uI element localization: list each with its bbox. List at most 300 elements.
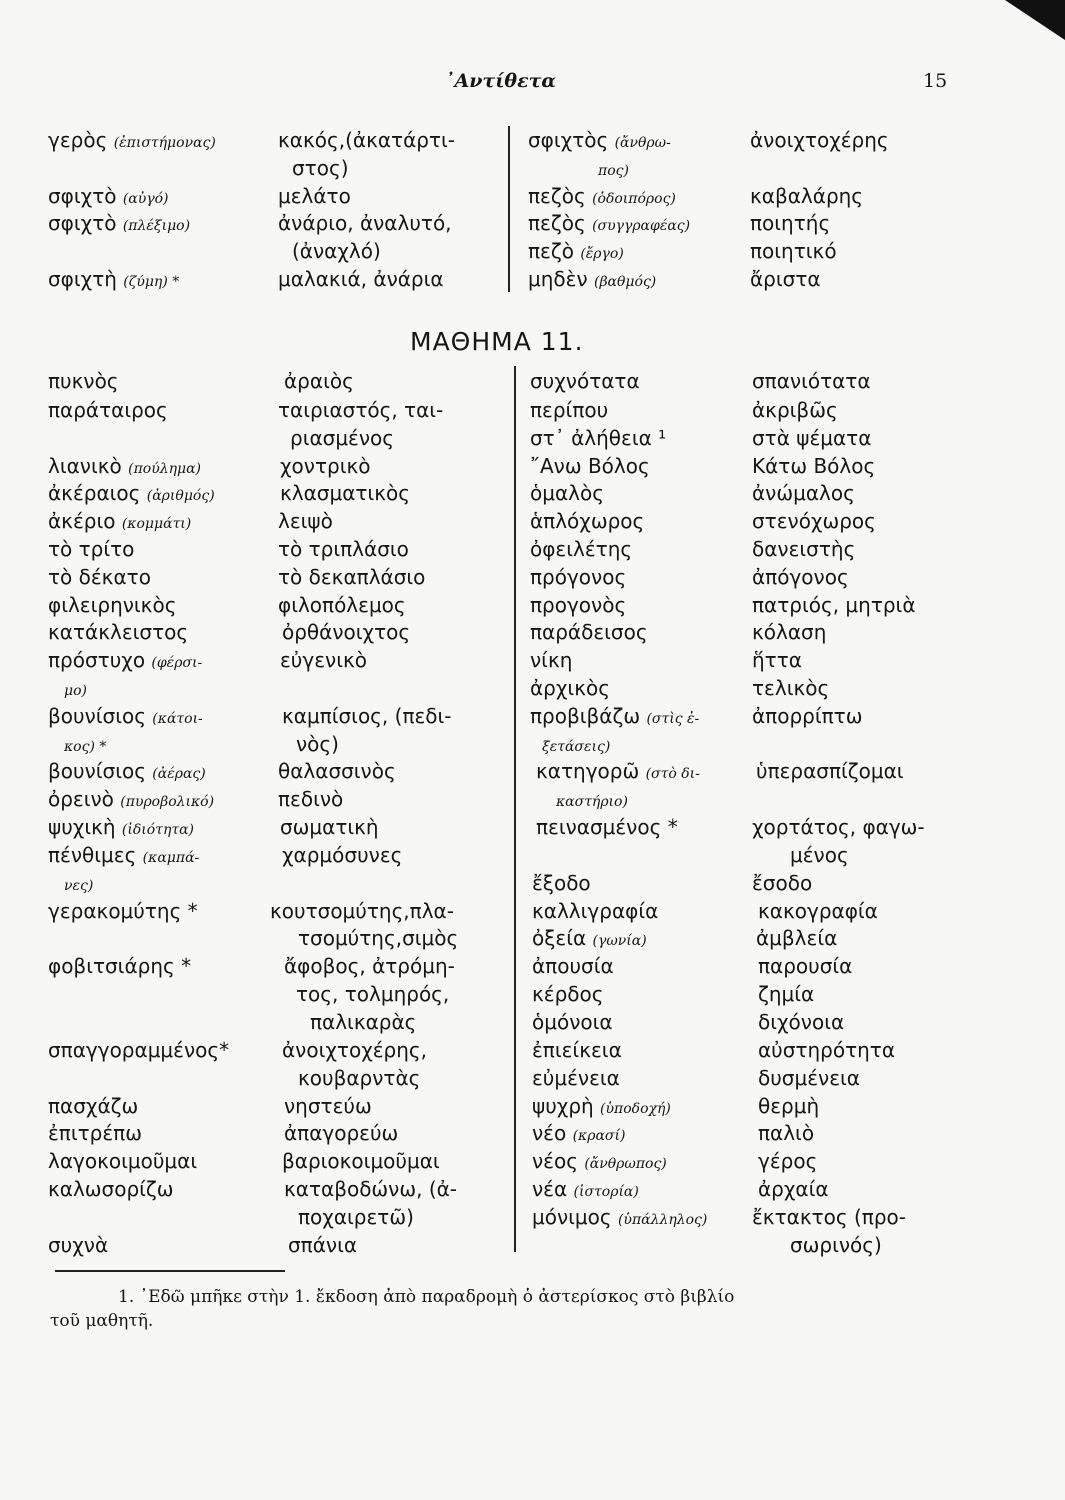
entry-word: ζημία [758,982,815,1006]
entry-gloss: (ἄνθρωπος) [584,1156,667,1172]
main-c1-entry [64,733,106,758]
column-divider-main [514,366,516,1252]
main-c4-entry [758,955,852,977]
entry-word: συχνότατα [530,369,640,393]
main-c4-entry [752,482,855,504]
main-c2-entry [282,1150,440,1172]
entry-word: ἄφοβος, ἀτρόμη- [284,954,455,978]
main-c3-entry [530,510,644,532]
entry-word: σωρινός) [790,1233,882,1257]
main-c3-entry [532,900,658,922]
footnote-line-2: τοῦ μαθητῆ. [50,1311,154,1331]
column-divider-top [508,126,510,292]
entry-gloss: (ὑπάλληλος) [617,1212,708,1228]
main-c3-entry [532,983,604,1005]
entry-word: ἀνώμαλος [752,481,855,505]
entry-gloss: (ὑποδοχή) [600,1101,671,1117]
main-c1-entry [48,788,214,813]
entry-gloss: (συγγραφέας) [592,218,691,234]
entry-word: δανειστὴς [752,537,856,561]
main-c2-entry [280,816,379,838]
main-c2-entry [284,1122,398,1144]
main-c2-entry [282,844,402,866]
top-c4-entry [750,129,889,151]
entry-word: ἀνάριο, ἀναλυτό, [278,211,452,235]
main-c3-entry [530,399,608,421]
entry-word: φοβιτσιάρης * [48,954,192,978]
main-c2-entry [280,649,367,671]
entry-word: ἀπορρίπτω [752,704,863,728]
main-c1-entry [48,816,194,841]
entry-word: μόνιμος [532,1205,618,1229]
main-c1-entry [48,510,191,535]
main-c3-entry [532,1067,620,1089]
main-c2-entry [284,370,354,392]
entry-word: πεζὸ [528,239,581,263]
entry-word: πατριός, μητριὰ [752,593,916,617]
entry-word: σπανιότατα [752,369,871,393]
main-c2-entry [284,955,455,977]
main-c2-entry [280,482,410,504]
entry-word: ἄριστα [750,267,821,291]
entry-word: ὁμαλὸς [530,481,604,505]
main-c2-entry [310,1011,416,1033]
entry-word: κουβαρντὰς [298,1066,421,1090]
main-c1-entry [64,677,87,702]
entry-word: ποχαιρετῶ) [298,1205,414,1229]
entry-gloss: (καμπά- [142,850,200,866]
entry-gloss: (κάτοι- [152,711,203,727]
entry-word: πυκνὸς [48,369,119,393]
entry-word: πεζὸς [528,211,593,235]
entry-gloss: (ἱστορία) [573,1184,639,1200]
entry-gloss: (γωνία) [592,933,647,949]
footnote-rule [55,1270,285,1272]
main-c2-entry [298,927,458,949]
entry-word: σπάνια [288,1233,358,1257]
entry-word: τὸ δεκαπλάσιο [278,565,426,589]
top-c4-entry [750,212,830,234]
entry-gloss: πος) [598,163,629,179]
main-c4-entry [752,872,812,894]
main-c1-entry [48,399,168,421]
entry-word: ἀπόγονος [752,565,849,589]
entry-word: στ᾽ ἀλήθεια ¹ [530,426,667,450]
main-c3-entry [530,370,640,392]
entry-word: κόλαση [752,620,827,644]
entry-word: διχόνοια [758,1010,845,1034]
entry-word: στὰ ψέματα [752,426,872,450]
entry-gloss: (ἀριθμός) [146,488,215,504]
entry-word: χαρμόσυνες [282,843,403,867]
main-c2-entry [298,1206,414,1228]
main-c1-entry [48,955,191,977]
entry-word: κακογραφία [758,899,878,923]
main-c4-entry [790,844,849,866]
entry-gloss: καστήριο) [556,794,628,810]
main-c3-entry [532,1206,707,1231]
main-c4-entry [752,510,876,532]
main-c4-entry [752,594,916,616]
top-c1-entry [48,268,179,293]
main-c1-entry [48,1095,138,1117]
main-c2-entry [278,594,406,616]
entry-word: καλλιγραφία [532,899,659,923]
top-c2-entry [278,185,351,207]
main-c2-entry [298,1067,420,1089]
main-c1-entry [48,1178,174,1200]
entry-word: καλωσορίζω [48,1177,174,1201]
main-c3-entry [530,538,632,560]
entry-word: ἀπαγορεύω [284,1121,399,1145]
entry-word: σωματικὴ [280,815,379,839]
entry-word: παρουσία [758,954,853,978]
main-c4-entry [758,1178,829,1200]
entry-word: ἀρχικὸς [530,676,610,700]
main-c2-entry [296,983,449,1005]
entry-word: ὀξεία [532,926,593,950]
main-c3-entry [530,566,626,588]
entry-word: ἔξοδο [532,871,591,895]
main-c4-entry [756,927,837,949]
entry-word: κατάκλειστος [48,620,189,644]
entry-word: ἀνοιχτοχέρης, [282,1038,428,1062]
entry-word: πεινασμένος * [536,815,678,839]
entry-gloss: (φέρσι- [151,655,203,671]
entry-word: ὑπερασπίζομαι [756,759,904,783]
main-c3-entry [532,1039,622,1061]
entry-word: πεζὸς [528,184,593,208]
entry-gloss: (πυροβολικό) [120,794,215,810]
main-c1-entry [48,1122,142,1144]
entry-word: βουνίσιος [48,704,153,728]
entry-word: ριασμένος [290,426,395,450]
main-c3-entry [532,1178,639,1203]
main-c1-entry [64,872,93,897]
entry-word: παλικαρὰς [310,1010,417,1034]
main-c1-entry [48,370,119,392]
entry-word: χοντρικὸ [280,454,371,478]
entry-gloss: (πούλημα) [128,461,201,477]
top-c3-entry [528,212,690,237]
entry-word: παράδεισος [530,620,648,644]
section-title: ΜΑΘΗΜΑ 11. [410,327,584,356]
entry-word: στος) [292,156,349,180]
entry-word: ταιριαστός, ται- [278,398,444,422]
entry-gloss: (ὁδοιπόρος) [592,191,676,207]
entry-word: σφιχτὴ [48,267,124,291]
main-c3-entry [532,1122,625,1147]
main-c4-entry [790,1234,882,1256]
main-c4-entry [758,1011,844,1033]
top-c2-entry [292,240,381,262]
entry-word: ἀραιὸς [284,369,354,393]
main-c3-entry [536,816,678,838]
main-c2-entry [278,510,333,532]
entry-word: πρόστυχο [48,648,152,672]
entry-word: μηδὲν [528,267,594,291]
main-c1-entry [48,621,188,643]
entry-gloss: (ζύμη) * [123,274,180,290]
main-c3-entry [530,482,604,504]
entry-word: θερμὴ [758,1094,820,1118]
entry-word: τὸ δέκατο [48,565,151,589]
top-c3-entry [528,129,671,154]
main-c3-entry [530,649,572,671]
entry-word: καμπίσιος, (πεδι- [282,704,452,728]
main-c4-entry [752,538,855,560]
entry-word: ἀμβλεία [756,926,838,950]
entry-word: μένος [790,843,849,867]
entry-word: ποιητής [750,211,831,235]
entry-word: τος, τολμηρός, [296,982,450,1006]
main-c1-entry [48,566,151,588]
top-c1-entry [48,212,190,237]
entry-gloss: (ἔργο) [580,246,624,262]
entry-gloss: (πλέξιμο) [122,218,191,234]
entry-word: γερὸς [48,128,114,152]
page-corner-shadow [1005,0,1065,40]
main-c2-entry [282,1039,427,1061]
entry-word: γέρος [758,1149,818,1173]
main-c2-entry [278,566,425,588]
entry-word: ἀπουσία [532,954,614,978]
entry-word: ἐπιτρέπω [48,1121,142,1145]
entry-word: (ἀναχλό) [292,239,381,263]
main-c4-entry [758,1095,819,1117]
top-c3-entry [528,185,676,210]
entry-gloss: μο) [64,683,87,699]
main-c1-entry [48,482,215,507]
entry-word: σφιχτὸς [528,128,615,152]
main-c1-entry [48,649,202,674]
main-c4-entry [758,1067,860,1089]
main-c4-entry [752,649,802,671]
entry-word: κλασματικὸς [280,481,410,505]
main-c1-entry [48,455,201,480]
entry-word: κακός,(ἀκατάρτι- [278,128,455,152]
entry-word: στενόχωρος [752,509,876,533]
entry-word: νέος [532,1149,585,1173]
main-c2-entry [284,1095,372,1117]
entry-word: πένθιμες [48,843,143,867]
main-c1-entry [48,844,199,869]
entry-word: παλιὸ [758,1121,815,1145]
main-c4-entry [752,677,829,699]
main-c2-entry [288,1234,357,1256]
entry-word: νὸς) [296,732,339,756]
entry-word: βουνίσιος [48,759,153,783]
page-number: 15 [923,70,948,92]
main-c3-entry [530,621,648,643]
entry-word: λαγοκοιμοῦμαι [48,1149,198,1173]
entry-word: νίκη [530,648,573,672]
entry-word: ὁμόνοια [532,1010,613,1034]
entry-word: ψυχρὴ [532,1094,601,1118]
main-c3-entry [542,733,610,758]
main-c2-entry [282,621,410,643]
entry-word: νηστεύω [284,1094,372,1118]
main-c4-entry [752,621,826,643]
entry-gloss: ξετάσεις) [542,739,611,755]
entry-gloss: (στὶς ἐ- [646,711,700,727]
main-c2-entry [280,455,371,477]
entry-word: παράταιρος [48,398,168,422]
entry-gloss: (κρασί) [572,1128,626,1144]
entry-word: εὐμένεια [532,1066,620,1090]
main-c2-entry [278,788,343,810]
top-c2-entry [292,157,349,179]
entry-word: πασχάζω [48,1094,139,1118]
entry-word: ἀκέριο [48,509,122,533]
main-c4-entry [752,566,849,588]
main-c2-entry [290,427,394,449]
entry-gloss: (ἄνθρω- [614,135,671,151]
top-c2-entry [278,212,452,234]
top-c3-entry [528,240,624,265]
entry-word: σφιχτὸ [48,184,123,208]
main-c1-entry [48,900,198,922]
top-c1-entry [48,185,169,210]
entry-word: ποιητικό [750,239,837,263]
entry-word: μαλακιά, ἀνάρια [278,267,444,291]
top-c3-entry [598,157,629,182]
entry-word: ὀρθάνοιχτος [282,620,411,644]
top-c2-entry [278,268,444,290]
main-c2-entry [296,733,339,755]
main-c3-entry [530,705,699,730]
entry-word: πρόγονος [530,565,627,589]
top-c1-entry [48,129,216,154]
main-c2-entry [284,1178,457,1200]
main-c1-entry [48,1234,108,1256]
main-c4-entry [752,1206,906,1228]
main-c4-entry [752,816,925,838]
running-head-title: ᾽Αντίθετα [445,70,557,92]
entry-word: τὸ τρίτο [48,537,135,561]
entry-word: ἀνοιχτοχέρης [750,128,889,152]
entry-gloss: (στὸ δι- [645,766,700,782]
top-c3-entry [528,268,656,293]
entry-word: κατηγορῶ [536,759,646,783]
main-c4-entry [758,900,878,922]
main-c2-entry [278,399,443,421]
main-c1-entry [48,538,134,560]
entry-word: ἀκριβῶς [752,398,838,422]
entry-word: ἔσοδο [752,871,813,895]
entry-gloss: (ἰδιότητα) [121,822,194,838]
entry-word: φιλειρηνικὸς [48,593,177,617]
entry-word: τελικὸς [752,676,830,700]
main-c3-entry [530,455,650,477]
main-c4-entry [752,455,875,477]
entry-word: προβιβάζω [530,704,647,728]
main-c4-entry [758,983,814,1005]
main-c2-entry [278,538,409,560]
entry-word: συχνὰ [48,1233,109,1257]
entry-word: αὐστηρότητα [758,1038,896,1062]
top-c2-entry [278,129,455,151]
entry-word: εὐγενικὸ [280,648,367,672]
entry-gloss: (αὐγό) [122,191,169,207]
entry-word: μελάτο [278,184,351,208]
main-c3-entry [530,677,610,699]
entry-gloss: κος) * [64,739,107,755]
main-c3-entry [532,955,614,977]
entry-word: ῎Ανω Βόλος [530,454,650,478]
main-c4-entry [758,1122,814,1144]
main-c3-entry [530,427,666,449]
entry-word: λειψὸ [278,509,333,533]
main-c1-entry [48,594,176,616]
top-c4-entry [750,240,837,262]
main-c3-entry [536,760,700,785]
entry-word: νέο [532,1121,573,1145]
entry-word: σφιχτὸ [48,211,123,235]
entry-word: νέα [532,1177,574,1201]
footnote-line-1: 1. ᾽Εδῶ μπῆκε στὴν 1. ἔκδοση ἀπὸ παραδρομὴ ὁ ἀστερίσκος στὸ βιβλίο [118,1287,735,1307]
main-c1-entry [48,1039,229,1061]
main-c3-entry [556,788,628,813]
main-c4-entry [752,399,838,421]
entry-word: Κάτω Βόλος [752,454,876,478]
entry-word: ἀρχαία [758,1177,829,1201]
entry-word: ἔκτακτος (προ- [752,1205,906,1229]
entry-gloss: (βαθμός) [593,274,657,290]
entry-word: ἁπλόχωρος [530,509,645,533]
main-c3-entry [532,872,591,894]
entry-word: πεδινὸ [278,787,344,811]
top-c4-entry [750,268,821,290]
entry-word: ὀρεινὸ [48,787,121,811]
main-c1-entry [48,1150,197,1172]
entry-word: τσομύτης,σιμὸς [298,926,459,950]
main-c2-entry [278,760,396,782]
entry-word: γερακομύτης * [48,899,198,923]
top-c4-entry [750,185,863,207]
main-c4-entry [752,427,871,449]
entry-word: κέρδος [532,982,604,1006]
entry-word: φιλοπόλεμος [278,593,406,617]
main-c3-entry [532,1095,671,1120]
entry-gloss: (ἀέρας) [152,766,206,782]
entry-gloss: (κομμάτι) [121,516,192,532]
entry-word: ἥττα [752,648,802,672]
main-c1-entry [48,760,206,785]
entry-word: ἐπιείκεια [532,1038,622,1062]
entry-word: χορτάτος, φαγω- [752,815,925,839]
entry-word: λιανικὸ [48,454,129,478]
main-c3-entry [532,927,647,952]
entry-word: καταβοδώνω, (ἀ- [284,1177,458,1201]
main-c3-entry [530,594,626,616]
main-c4-entry [752,705,862,727]
entry-word: περίπου [530,398,609,422]
entry-word: καβαλάρης [750,184,864,208]
entry-word: ἀκέραιος [48,481,147,505]
main-c3-entry [532,1011,613,1033]
entry-word: ψυχικὴ [48,815,122,839]
entry-word: δυσμένεια [758,1066,860,1090]
entry-word: κουτσομύτης,πλα- [270,899,454,923]
main-c4-entry [758,1039,895,1061]
entry-word: βαριοκοιμοῦμαι [282,1149,440,1173]
main-c4-entry [752,370,871,392]
main-c4-entry [758,1150,817,1172]
main-c2-entry [282,705,452,727]
entry-gloss: (ἐπιστήμονας) [113,135,216,151]
main-c2-entry [270,900,454,922]
